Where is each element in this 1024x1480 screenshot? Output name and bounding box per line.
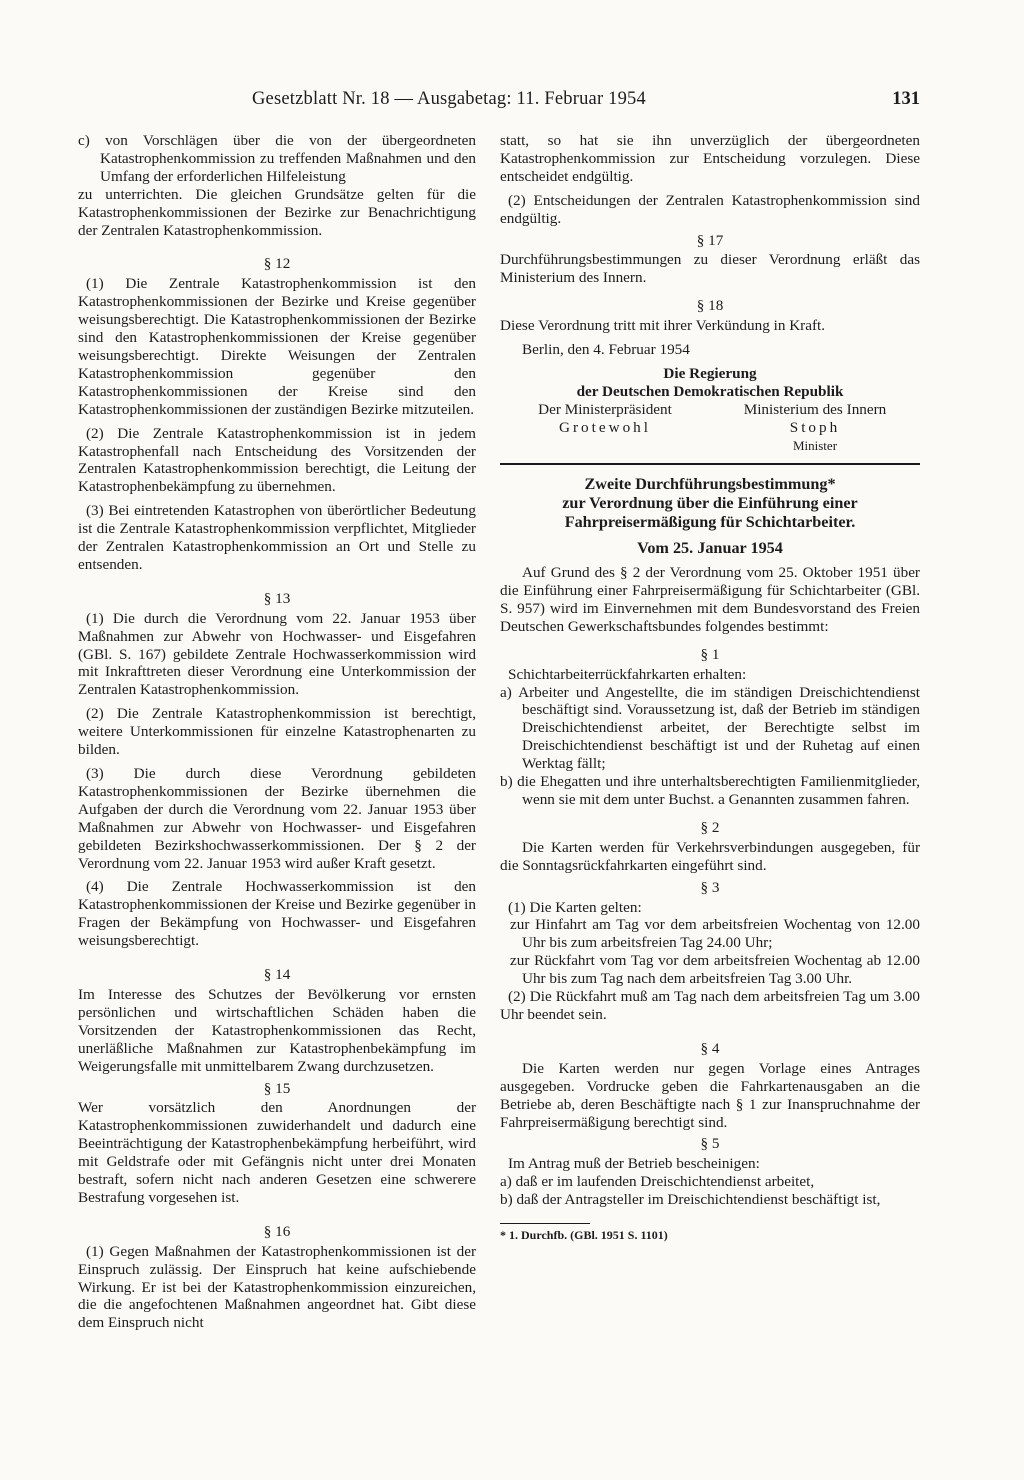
list-item-b: b) daß der Antragsteller im Dreischichtendienst beschäftigt ist,	[500, 1191, 881, 1209]
paragraph: (3) Die durch diese Verordnung gebildeten Katastrophenkommissionen der Bezirke übernehmen die Aufgaben der durch die Verordnung vom 22. Januar 1953 über Maßnahmen zur Abwehr von Hochwasser- und Eisgefahren gebildeten Bezirkshochwasserkommissionen. Der § 2 der Verordnung vom 22. Januar 1953 wird außer Kraft gesetzt.	[78, 765, 476, 872]
footnote-rule	[500, 1223, 590, 1224]
paragraph: (1) Gegen Maßnahmen der Katastrophenkommissionen ist der Einspruch zulässig. Der Einspruch hat keine aufschiebende Wirkung. Er ist bei der Katastrophenkommission einzureichen, die die angefochtenen Maßnahmen angeordnet hat. Gibt diese dem Einspruch nicht	[78, 1242, 476, 1332]
regulation-title-2: zur Verordnung über die Einführung einer	[562, 493, 858, 512]
paragraph: (4) Die Zentrale Hochwasserkommission ist den Katastrophenkommissionen der Kreise und Bezirke gegenüber in Fragen der Bekämpfung von Hochwasser- und Eisgefahren weisungsberechtigt.	[78, 878, 476, 950]
section-heading-12: § 12	[263, 255, 291, 273]
paragraph: Wer vorsätzlich den Anordnungen der Katastrophenkommissionen zuwiderhandelt und dadurch eine Beeinträchtigung der Katastrophenbekämpfung herbeiführt, wird mit Geldstrafe oder mit Gefängnis nicht unter drei Monaten bestraft, sofern nicht nach anderen Gesetzen eine schwerere Bestrafung vorgesehen ist.	[78, 1099, 476, 1206]
left-column	[78, 132, 476, 1332]
running-title: Gesetzblatt Nr. 18 — Ausgabetag: 11. Februar 1954	[252, 89, 646, 109]
paragraph: Durchführungsbestimmungen zu dieser Verordnung erläßt das Ministerium des Innern.	[500, 251, 920, 287]
section-heading-13: § 13	[263, 589, 291, 607]
signer-name: Stoph	[789, 418, 841, 436]
paragraph: (2) Die Zentrale Katastrophenkommission ist in jedem Katastrophenfall nach Entscheidung des Vorsitzenden der Zentralen Katastrophenkommission berechtigt, die Leitung der Katastrophenbekämpfung zu übernehmen.	[78, 424, 476, 496]
signature-left	[500, 401, 710, 455]
paragraph: Die Karten werden nur gegen Vorlage eines Antrages ausgegeben. Vordrucke geben die Fahrkartenausgaben an die Betriebe ab, deren Beschäftigte nach § 1 zur Inanspruchnahme der Fahrpreisermäßigung berechtigt sind.	[500, 1059, 920, 1131]
place-date: Berlin, den 4. Februar 1954	[522, 341, 690, 359]
list-item-c: c) von Vorschlägen über die von der übergeordneten Katastrophenkommission zu treffenden Maßnahmen und den Umfang der erforderlichen Hilfeleistung	[78, 132, 476, 185]
paragraph: (2) Die Rückfahrt muß am Tag nach dem arbeitsfreien Tag um 3.00 Uhr beendet sein.	[500, 988, 920, 1023]
paragraph: Im Antrag muß der Betrieb bescheinigen:	[508, 1155, 760, 1173]
paragraph: Die Karten werden für Verkehrsverbindungen ausgegeben, für die Sonntagsrückfahrkarten eingeführt sind.	[500, 838, 920, 874]
list-item-a: a) Arbeiter und Angestellte, die im ständigen Dreischichtendienst beschäftigt sind. Voraussetzung ist, daß der Betrieb im ständigen Dreischichtendienst arbeitet, der Berechtigte selbst im Dreischichtendienst beschäftigt ist und der Ruhetag auf einen Werktag fällt;	[500, 683, 920, 773]
paragraph: Im Interesse des Schutzes der Bevölkerung vor ernsten persönlichen und wirtschaftlichen Schäden haben die Vorsitzenden der Katastrophenkommissionen das Recht, unerläßliche Maßnahmen zur Katastrophenbekämpfung im Weigerungsfalle mit unmittelbarem Zwang durchzusetzen.	[78, 985, 476, 1075]
footnote: * 1. Durchfb. (GBl. 1951 S. 1101)	[500, 1228, 668, 1243]
regulation-title-1: Zweite Durchführungsbestimmung*	[584, 474, 836, 493]
section-heading-15: § 15	[263, 1079, 291, 1097]
section-heading-4: § 4	[700, 1039, 720, 1057]
paragraph: Diese Verordnung tritt mit ihrer Verkündung in Kraft.	[500, 317, 826, 335]
paragraph: Schichtarbeiterrückfahrkarten erhalten:	[508, 665, 747, 683]
section-heading-1: § 1	[700, 645, 720, 663]
paragraph: zu unterrichten. Die gleichen Grundsätze gelten für die Katastrophenkommissionen der Bezirke zur Benachrichtigung der Zentralen Katastrophenkommission.	[78, 185, 476, 239]
section-heading-16: § 16	[263, 1222, 291, 1240]
signer-role: Minister	[792, 437, 838, 453]
list-item: zur Hinfahrt am Tag vor dem arbeitsfreien Wochentag von 12.00 Uhr bis zum arbeitsfreien Tag 24.00 Uhr;	[510, 916, 920, 952]
page-header	[252, 88, 920, 110]
section-heading-2: § 2	[700, 818, 720, 836]
paragraph: (3) Bei eintretenden Katastrophen von überörtlicher Bedeutung ist die Zentrale Katastrophenkommission verpflichtet, Mitglieder der Zentralen Katastrophenkommission an Ort und Stelle zu entsenden.	[78, 502, 476, 573]
government-line-1: Die Regierung	[663, 364, 757, 382]
list-item-b: b) die Ehegatten und ihre unterhaltsberechtigten Familienmitglieder, wenn sie mit dem unter Buchst. a Genannten zusammen fahren.	[500, 773, 920, 808]
signer-name: Grotewohl	[559, 418, 651, 436]
section-heading-17: § 17	[696, 231, 724, 249]
paragraph: statt, so hat sie ihn unverzüglich der übergeordneten Katastrophenkommission zur Entscheidung vorzulegen. Diese entscheidet endgültig.	[500, 132, 920, 185]
regulation-date: Vom 25. Januar 1954	[637, 538, 783, 557]
list-item: zur Rückfahrt vom Tag vor dem arbeitsfreien Wochentag ab 12.00 Uhr bis zum Tag nach dem arbeitsfreien Tag 3.00 Uhr.	[510, 952, 920, 988]
signature-block	[500, 401, 920, 455]
signer-title: Der Ministerpräsident	[538, 400, 672, 418]
paragraph: (2) Die Zentrale Katastrophenkommission ist berechtigt, weitere Unterkommissionen für einzelne Katastrophenarten zu bilden.	[78, 705, 476, 759]
section-heading-5: § 5	[700, 1135, 720, 1153]
paragraph: (1) Die Karten gelten:	[508, 898, 642, 916]
page-number: 131	[892, 89, 920, 109]
regulation-title-3: Fahrpreisermäßigung für Schichtarbeiter.	[564, 513, 856, 532]
section-heading-14: § 14	[263, 966, 291, 984]
government-line-2: der Deutschen Demokratischen Republik	[576, 382, 844, 400]
signature-right	[710, 401, 920, 455]
paragraph: (1) Die Zentrale Katastrophenkommission ist den Katastrophenkommissionen der Bezirke und Kreise gegenüber weisungsberechtigt. Die Katastrophenkommissionen der Bezirke sind den Katastrophenkommissionen der Kreise gegenüber weisungsberechtigt. Direkte Weisungen der Zentralen Katastrophenkommission gegenüber den Katastrophenkommissionen der Kreise sind den Katastrophenkommissionen der zuständigen Bezirke mitzuteilen.	[78, 275, 476, 418]
section-divider	[500, 463, 920, 465]
paragraph: (2) Entscheidungen der Zentralen Katastrophenkommission sind endgültig.	[500, 191, 920, 227]
paragraph: (1) Die durch die Verordnung vom 22. Januar 1953 über Maßnahmen zur Abwehr von Hochwasser- und Eisgefahren (GBl. S. 167) gebildete Zentrale Hochwasserkommission wird mit Inkrafttreten dieser Verordnung eine Unterkommission der Zentralen Katastrophenkommission.	[78, 609, 476, 699]
section-heading-3: § 3	[700, 878, 720, 896]
paragraph: Auf Grund des § 2 der Verordnung vom 25. Oktober 1951 über die Einführung einer Fahrpreisermäßigung für Schichtarbeiter (GBl. S. 957) wird im Einvernehmen mit dem Bundesvorstand des Freien Deutschen Gewerkschaftsbundes folgendes bestimmt:	[500, 564, 920, 635]
list-item-a: a) daß er im laufenden Dreischichtendienst arbeitet,	[500, 1173, 815, 1191]
section-heading-18: § 18	[696, 297, 724, 315]
right-column	[500, 132, 920, 1245]
signer-title: Ministerium des Innern	[743, 400, 887, 418]
